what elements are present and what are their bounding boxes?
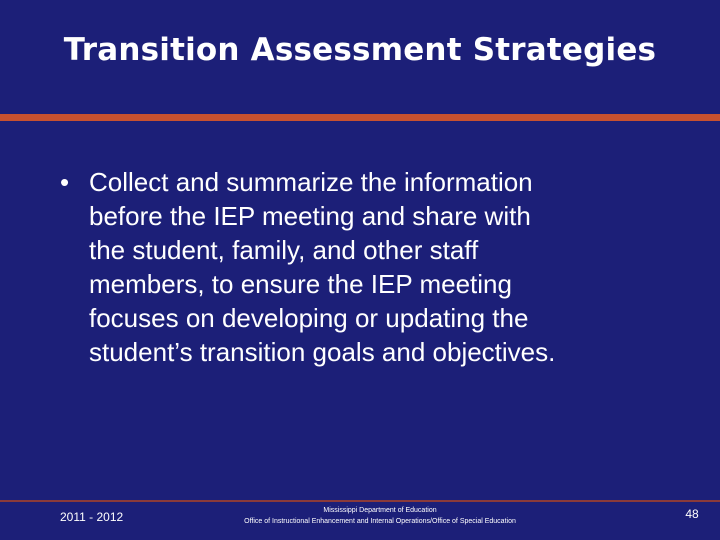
- slide-body: [60, 165, 680, 369]
- bullet-text: Collect and summarize the information before the IEP meeting and share with the student, family, and other staff members, to ensure the IEP meeting focuses on developing or updating the student’s transition goals and objectives.: [89, 167, 556, 367]
- page-number: 48: [685, 507, 699, 521]
- bullet-marker: •: [60, 167, 70, 197]
- slide-title: Transition Assessment Strategies: [63, 32, 657, 68]
- footer-organization: [180, 505, 580, 527]
- footer-year: 2011 - 2012: [60, 510, 124, 524]
- footer-org-line2: Office of Instructional Enhancement and Internal Operations/Office of Special Education: [244, 518, 516, 525]
- title-divider: [0, 114, 720, 121]
- footer-divider: [0, 500, 720, 502]
- footer-org-line1: Mississippi Department of Education: [323, 507, 437, 514]
- bullet-item: [60, 165, 680, 369]
